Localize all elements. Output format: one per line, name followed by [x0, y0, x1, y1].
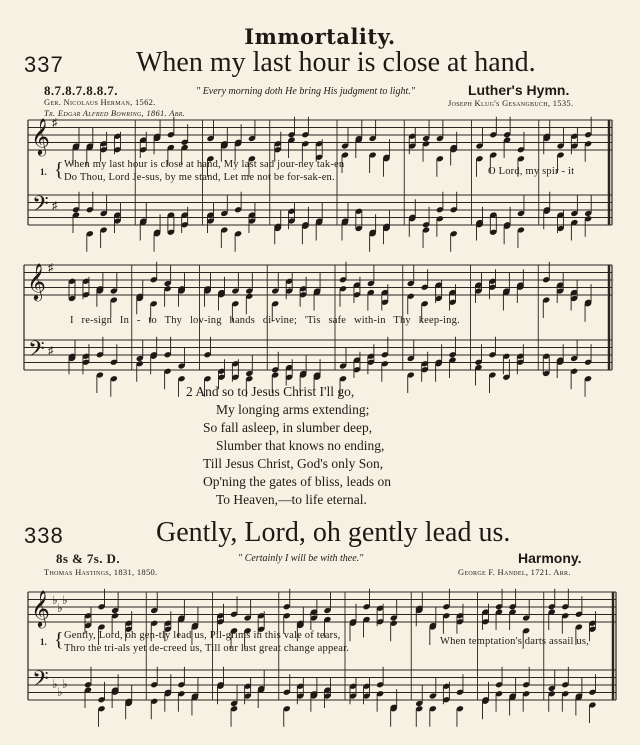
- tune-name-337: Luther's Hymn.: [468, 82, 570, 98]
- stanza-line: Till Jesus Christ, God's only Son,: [203, 456, 384, 471]
- bass-clef-icon: 𝄢: [32, 667, 49, 697]
- hymn-title-338: Gently, Lord, oh gently lead us.: [156, 517, 511, 548]
- stanza-line: To Heaven,—to life eternal.: [216, 492, 367, 507]
- stanza-line: Op'ning the gates of bliss, leads on: [203, 474, 392, 489]
- verse-brace-icon: {: [54, 159, 64, 181]
- flat-sign-icon: ♭: [62, 593, 68, 607]
- lyrics-338-line1a: Gently, Lord, oh gen-tly lead us, Pil-grims in this vale of tears,: [64, 630, 341, 641]
- lyrics-338-line1b: Thro the tri-als yet de-creed us, Till our last great change appear.: [64, 643, 350, 654]
- verse-number-338: 1.: [40, 637, 47, 647]
- hymn-number-338: 338: [24, 523, 64, 548]
- flat-sign-icon: ♭: [57, 601, 63, 615]
- hymn-number-337: 337: [24, 52, 64, 77]
- composer-credit-338: George F. Handel, 1721. Arr.: [458, 567, 571, 577]
- motto-337: " Every morning doth He bring His judgment to light.": [196, 86, 415, 97]
- flat-sign-icon: ♭: [52, 677, 58, 691]
- stanza-line: Slumber that knows no ending,: [216, 438, 385, 453]
- lyrics-338-line1c: When temptation's darts assail us,: [440, 636, 589, 647]
- meter-337: 8.7.8.7.8.8.7.: [44, 83, 118, 98]
- meter-338: 8s & 7s. D.: [56, 551, 120, 566]
- sharp-sign-icon: ♯: [48, 345, 54, 357]
- sharp-sign-icon: ♯: [52, 117, 58, 129]
- composer-credit-337: Joseph Klug's Gesangbuch, 1535.: [448, 98, 574, 108]
- verse-brace-icon: {: [54, 629, 64, 651]
- sharp-sign-icon: ♯: [48, 262, 54, 274]
- lyrics-337-line1a: When my last hour is close at hand, My last sad jour-ney tak-en: [64, 159, 345, 170]
- bass-clef-icon: 𝄢: [28, 337, 45, 367]
- lyrics-337-line1b: Do Thou, Lord Je-sus, by me stand, Let me not be for-sak-en.: [64, 172, 335, 183]
- flat-sign-icon: ♭: [52, 593, 58, 607]
- flat-sign-icon: ♭: [57, 685, 63, 699]
- translator-credit-337: Tr. Edgar Alfred Bowring, 1861. Abr.: [44, 108, 186, 118]
- tune-name-338: Harmony.: [518, 550, 582, 566]
- flat-sign-icon: ♭: [62, 677, 68, 691]
- bass-clef-icon: 𝄢: [32, 192, 49, 222]
- lyrics-337-line2: I re-sign In - to Thy lov-ing hands di-vine; 'Tis safe with-in Thy keep-ing.: [70, 315, 460, 326]
- stanza-line: 2 And so to Jesus Christ I'll go,: [186, 384, 355, 399]
- author-credit-337: Ger. Nicolaus Herman, 1562.: [44, 97, 156, 107]
- lyrics-337-line1c: O Lord, my spir - it: [488, 166, 575, 177]
- section-title: Immortality.: [244, 24, 396, 49]
- sharp-sign-icon: ♯: [52, 200, 58, 212]
- treble-clef-icon: 𝄞: [31, 589, 50, 627]
- motto-338: " Certainly I will be with thee.": [238, 553, 364, 564]
- verse-number-337: 1.: [40, 167, 47, 177]
- stanza-line: My longing arms extending;: [216, 402, 370, 417]
- author-credit-338: Thomas Hastings, 1831, 1850.: [44, 567, 158, 577]
- hymn-title-337: When my last hour is close at hand.: [136, 47, 536, 78]
- treble-clef-icon: 𝄞: [31, 117, 50, 155]
- stanza-line: So fall asleep, in slumber deep,: [203, 420, 373, 435]
- treble-clef-icon: 𝄞: [27, 262, 46, 300]
